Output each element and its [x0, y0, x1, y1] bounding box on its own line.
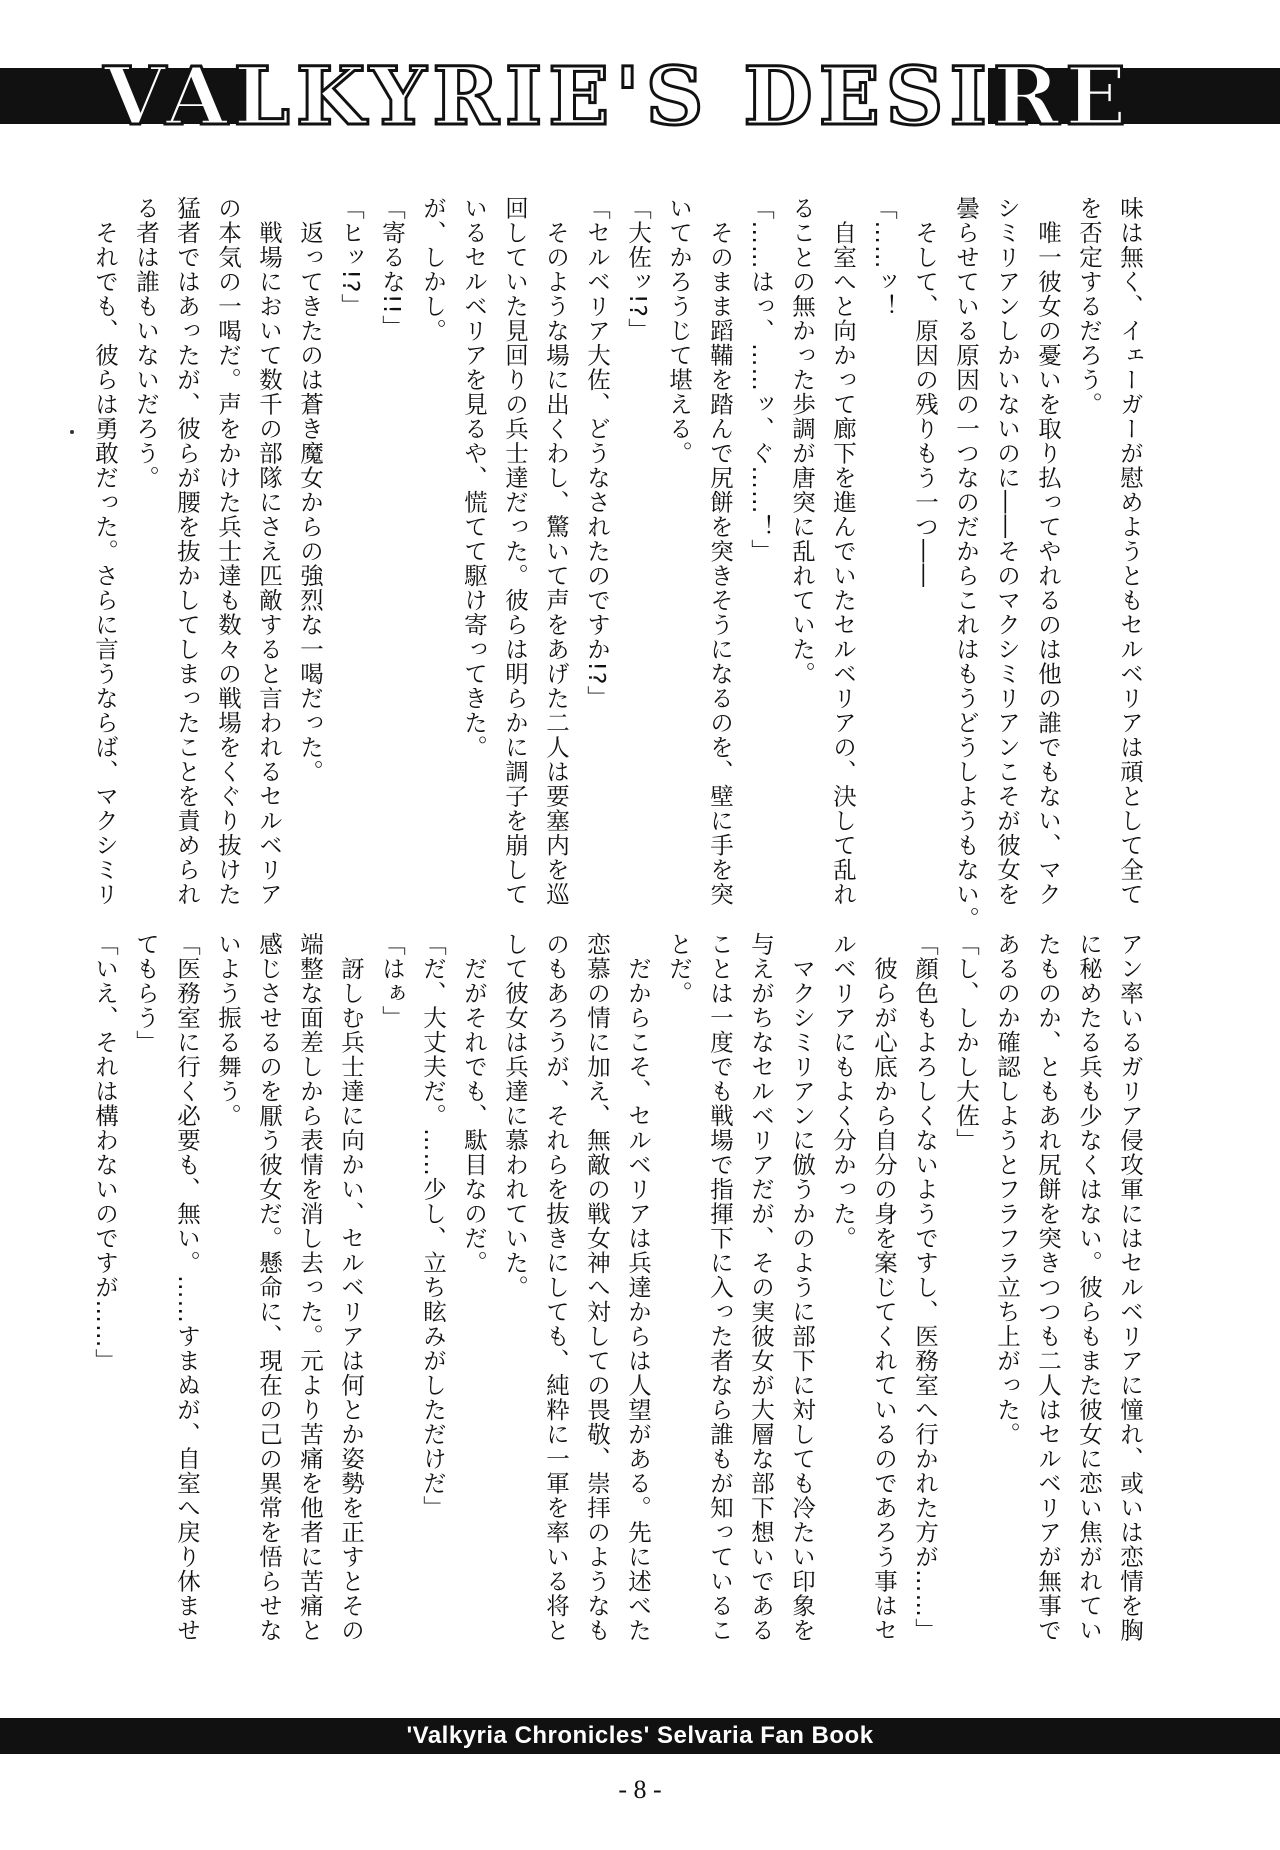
text-line: 彼らが心底から自分の身を案じてくれているのであろう事はセ	[870, 932, 898, 1643]
text-line: 味は無く、イェーガーが慰めようともセルベリアは頑として全て	[1116, 196, 1144, 907]
text-line: 曇らせている原因の一つなのだからこれはもうどうしようもない。	[952, 196, 980, 931]
text-line: 唯一彼女の憂いを取り払ってやれるのは他の誰でもない、マク	[1034, 196, 1062, 907]
text-line: 端整な面差しから表情を消し去った。元より苦痛を他者に苦痛と	[296, 932, 324, 1643]
text-line: シミリアンしかいないのに――そのマクシミリアンこそが彼女を	[993, 196, 1021, 907]
text-line: 「寄るな!!」	[378, 196, 406, 340]
text-line: 「医務室に行く必要も、無い。……すまぬが、自室へ戻り休ませ	[173, 932, 201, 1643]
text-line: 「セルベリア大佐、どうなされたのですか!?」	[583, 196, 611, 710]
text-line: 「……はっ、……ッ、ぐ……！」	[747, 196, 775, 564]
text-line: いよう振る舞う。	[214, 932, 242, 1128]
text-line: 回していた見回りの兵士達だった。彼らは明らかに調子を崩して	[501, 196, 529, 907]
stray-mark	[70, 430, 74, 434]
footer-bar	[0, 1718, 1280, 1754]
text-line: あるのか確認しようとフラフラ立ち上がった。	[993, 932, 1021, 1447]
text-line: に秘めたる兵も少なくはない。彼らもまた彼女に恋い焦がれてい	[1075, 932, 1103, 1643]
text-line: いてかろうじて堪える。	[665, 196, 693, 466]
text-line: ルベリアにもよく分かった。	[829, 932, 857, 1251]
text-line: そして、原因の残りもう一つ――	[911, 196, 939, 588]
text-line: 訝しむ兵士達に向かい、セルベリアは何とか姿勢を正すとその	[337, 932, 365, 1643]
text-line: 与えがちなセルベリアだが、その実彼女が大層な部下想いである	[747, 932, 775, 1643]
text-line: の本気の一喝だ。声をかけた兵士達も数々の戦場をくぐり抜けた	[214, 196, 242, 907]
text-line: 「だ、大丈夫だ。……少し、立ち眩みがしただけだ」	[419, 932, 447, 1520]
page-title: VALKYRIE'S DESIRE	[103, 49, 1133, 143]
text-line: それでも、彼らは勇敢だった。さらに言うならば、マクシミリ	[91, 196, 119, 907]
text-line: を否定するだろう。	[1075, 196, 1103, 417]
text-line: 「ヒッ!?」	[337, 196, 365, 318]
text-line: とだ。	[665, 932, 693, 1006]
text-line: そのような場に出くわし、驚いて声をあげた二人は要塞内を巡	[542, 196, 570, 907]
text-line: そのまま蹈鞴を踏んで尻餅を突きそうになるのを、壁に手を突	[706, 196, 734, 907]
text-line: 返ってきたのは蒼き魔女からの強烈な一喝だった。	[296, 196, 324, 784]
text-line: 恋慕の情に加え、無敵の戦女神へ対しての畏敬、崇拝のようなも	[583, 932, 611, 1643]
text-line: 猛者ではあったが、彼らが腰を抜かしてしまったことを責められ	[173, 196, 201, 907]
text-line: アン率いるガリア侵攻軍にはセルベリアに憧れ、或いは恋情を胸	[1116, 932, 1144, 1643]
text-line: 「……ッ！	[870, 196, 898, 319]
text-line: てもらう」	[132, 932, 160, 1055]
text-line: 自室へと向かって廊下を進んでいたセルベリアの、決して乱れ	[829, 196, 857, 907]
text-line: だからこそ、セルベリアは兵達からは人望がある。先に述べた	[624, 932, 652, 1643]
text-line: たものか、ともあれ尻餅を突きつつも二人はセルベリアが無事で	[1034, 932, 1062, 1643]
footer-title: 'Valkyria Chronicles' Selvaria Fan Book	[406, 1722, 874, 1749]
text-line: して彼女は兵達に慕われていた。	[501, 932, 529, 1300]
text-line: 「し、しかし大佐」	[952, 932, 980, 1153]
text-line: いるセルベリアを見るや、慌てて駆け寄ってきた。	[460, 196, 488, 760]
text-line: ことは一度でも戦場で指揮下に入った者なら誰もが知っているこ	[706, 932, 734, 1643]
text-block-bottom	[91, 932, 1150, 1662]
header-title-box	[103, 48, 1133, 144]
text-line: だがそれでも、駄目なのだ。	[460, 932, 488, 1275]
page-number: - 8 -	[618, 1775, 662, 1804]
text-line: 「はぁ」	[378, 932, 406, 1030]
text-line: 戦場において数千の部隊にさえ匹敵すると言われるセルベリア	[255, 196, 283, 907]
text-line: 感じさせるのを厭う彼女だ。懸命に、現在の己の異常を悟らせな	[255, 932, 283, 1643]
text-line: のもあろうが、それらを抜きにしても、純粋に一軍を率いる将と	[542, 932, 570, 1643]
text-line: 「顔色もよろしくないようですし、医務室へ行かれた方が……」	[911, 932, 939, 1643]
text-line: る者は誰もいないだろう。	[132, 196, 160, 490]
text-line: が、しかし。	[419, 196, 447, 343]
text-block-top	[91, 196, 1150, 931]
text-line: 「いえ、それは構わないのですが……」	[91, 932, 119, 1373]
text-line: マクシミリアンに倣うかのように部下に対しても冷たい印象を	[788, 932, 816, 1643]
text-line: 「大佐ッ!?」	[624, 196, 652, 343]
text-line: ることの無かった歩調が唐突に乱れていた。	[788, 196, 816, 686]
